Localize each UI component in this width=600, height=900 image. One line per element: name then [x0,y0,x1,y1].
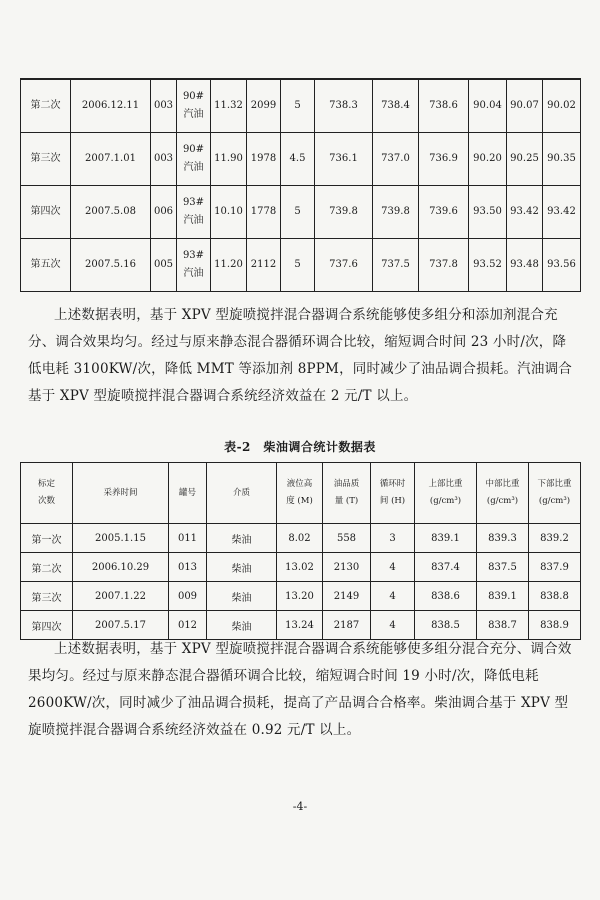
cell-time: 5 [281,79,315,133]
cell-time: 5 [281,186,315,239]
cell-label: 第二次 [21,79,71,133]
cell-time: 4 [371,611,415,640]
cell-grade: 90# [182,144,205,155]
cell-upper: 739.8 [315,186,373,239]
cell-quantity: 2130 [323,553,371,582]
table-row [21,239,581,292]
cell-medium: 柴油 [207,582,277,611]
cell-medium: 柴油 [207,553,277,582]
cell-middle: 737.0 [373,133,419,186]
cell-lower: 739.6 [419,186,469,239]
cell-level: 10.10 [211,186,247,239]
cell-lower: 838.9 [529,611,581,640]
header-medium: 介质 [207,463,277,524]
cell-middle: 839.1 [477,582,529,611]
cell-octane3: 90.02 [543,79,581,133]
header-middle-density: 中部比重 (g/cm³) [477,463,529,524]
header-oil-quantity: 油品质 量 (T) [323,463,371,524]
table2-body [21,524,581,640]
cell-quantity: 2099 [247,79,281,133]
cell-tank: 003 [151,79,177,133]
table-row [21,133,581,186]
table-row [21,524,581,553]
cell-octane2: 93.48 [507,239,543,292]
cell-date: 2007.5.08 [71,186,151,239]
cell-octane1: 90.04 [469,79,507,133]
cell-tank: 012 [169,611,207,640]
cell-label: 第五次 [21,239,71,292]
cell-quantity: 2112 [247,239,281,292]
cell-middle: 837.5 [477,553,529,582]
header-level-height: 液位高 度 (M) [277,463,323,524]
table2-header-row [21,463,581,524]
cell-upper: 837.4 [415,553,477,582]
header-tank-number: 罐号 [169,463,207,524]
cell-lower: 837.9 [529,553,581,582]
cell-level: 11.32 [211,79,247,133]
cell-lower: 839.2 [529,524,581,553]
cell-tank: 009 [169,582,207,611]
table-row [21,79,581,133]
cell-label: 第二次 [21,553,73,582]
cell-medium: 汽油 [183,109,204,120]
cell-level: 11.90 [211,133,247,186]
cell-date: 2006.10.29 [73,553,169,582]
header-calibration-count: 标定 次数 [21,463,73,524]
cell-label: 第三次 [21,133,71,186]
cell-tank: 006 [151,186,177,239]
cell-time: 4 [371,553,415,582]
cell-octane3: 93.42 [543,186,581,239]
cell-date: 2007.1.22 [73,582,169,611]
cell-octane3: 90.35 [543,133,581,186]
cell-tank: 011 [169,524,207,553]
cell-date: 2007.1.01 [71,133,151,186]
cell-medium: 汽油 [183,215,204,226]
cell-upper: 838.5 [415,611,477,640]
cell-time: 4 [371,582,415,611]
table1-body [21,79,581,292]
cell-octane1: 93.52 [469,239,507,292]
cell-quantity: 2187 [323,611,371,640]
cell-label: 第一次 [21,524,73,553]
cell-label: 第四次 [21,611,73,640]
header-sample-time: 采养时间 [73,463,169,524]
cell-octane3: 93.56 [543,239,581,292]
table2-caption: 表-2 柴油调合统计数据表 [224,440,376,454]
gasoline-blending-table [20,78,581,292]
cell-medium: 汽油 [183,162,204,173]
cell-quantity: 2149 [323,582,371,611]
cell-level: 13.24 [277,611,323,640]
cell-tank: 013 [169,553,207,582]
cell-grade-medium [177,186,211,239]
paragraph-gasoline-summary: 上述数据表明，基于 XPV 型旋喷搅拌混合器调合系统能够使多组分和添加剂混合充分、调合效果均匀。经过与原来静态混合器循环调合比较，缩短调合时间 23 小时/次，降低电耗 3100KW/次，降低 MMT 等添加剂 8PPM，同时减少了油品调合损耗。汽油调合基于 XPV 型旋喷搅拌混合器调合系统经济效益在 2 元/T 以上。 [28,307,572,404]
cell-grade: 93# [182,250,205,261]
cell-level: 13.20 [277,582,323,611]
cell-upper: 737.6 [315,239,373,292]
cell-medium: 柴油 [207,611,277,640]
cell-level: 13.02 [277,553,323,582]
cell-lower: 738.6 [419,79,469,133]
table-row [21,582,581,611]
cell-date: 2007.5.17 [73,611,169,640]
cell-date: 2005.1.15 [73,524,169,553]
cell-octane2: 93.42 [507,186,543,239]
cell-grade-medium [177,133,211,186]
cell-quantity: 1978 [247,133,281,186]
cell-date: 2006.12.11 [71,79,151,133]
cell-grade-medium [177,239,211,292]
cell-tank: 005 [151,239,177,292]
cell-middle: 839.3 [477,524,529,553]
table-row [21,553,581,582]
cell-time: 4.5 [281,133,315,186]
cell-tank: 003 [151,133,177,186]
page-number: -4- [292,800,308,813]
cell-middle: 838.7 [477,611,529,640]
cell-octane2: 90.25 [507,133,543,186]
cell-upper: 736.1 [315,133,373,186]
table-row [21,186,581,239]
cell-upper: 738.3 [315,79,373,133]
cell-middle: 738.4 [373,79,419,133]
cell-lower: 736.9 [419,133,469,186]
cell-date: 2007.5.16 [71,239,151,292]
header-lower-density: 下部比重 (g/cm³) [529,463,581,524]
header-upper-density: 上部比重 (g/cm³) [415,463,477,524]
cell-level: 11.20 [211,239,247,292]
cell-level: 8.02 [277,524,323,553]
cell-grade-medium [177,79,211,133]
header-cycle-time: 循环时 间 (H) [371,463,415,524]
cell-octane2: 90.07 [507,79,543,133]
paragraph-diesel-summary: 上述数据表明，基于 XPV 型旋喷搅拌混合器调合系统能够使多组分混合充分、调合效果均匀。经过与原来静态混合器循环调合比较，缩短调合时间 19 小时/次，降低电耗 2600KW/次，同时减少了油品调合损耗，提高了产品调合合格率。柴油调合基于 XPV 型旋喷搅拌混合器调合系统经济效益在 0.92 元/T 以上。 [28,641,572,738]
cell-label: 第三次 [21,582,73,611]
cell-medium: 柴油 [207,524,277,553]
cell-quantity: 558 [323,524,371,553]
cell-label: 第四次 [21,186,71,239]
cell-grade: 90# [182,91,205,102]
cell-lower: 838.8 [529,582,581,611]
cell-grade: 93# [182,197,205,208]
cell-time: 5 [281,239,315,292]
diesel-blending-table [20,462,581,640]
cell-medium: 汽油 [183,268,204,279]
cell-middle: 737.5 [373,239,419,292]
cell-octane1: 90.20 [469,133,507,186]
cell-upper: 838.6 [415,582,477,611]
cell-quantity: 1778 [247,186,281,239]
cell-time: 3 [371,524,415,553]
cell-lower: 737.8 [419,239,469,292]
cell-octane1: 93.50 [469,186,507,239]
cell-upper: 839.1 [415,524,477,553]
cell-middle: 739.8 [373,186,419,239]
